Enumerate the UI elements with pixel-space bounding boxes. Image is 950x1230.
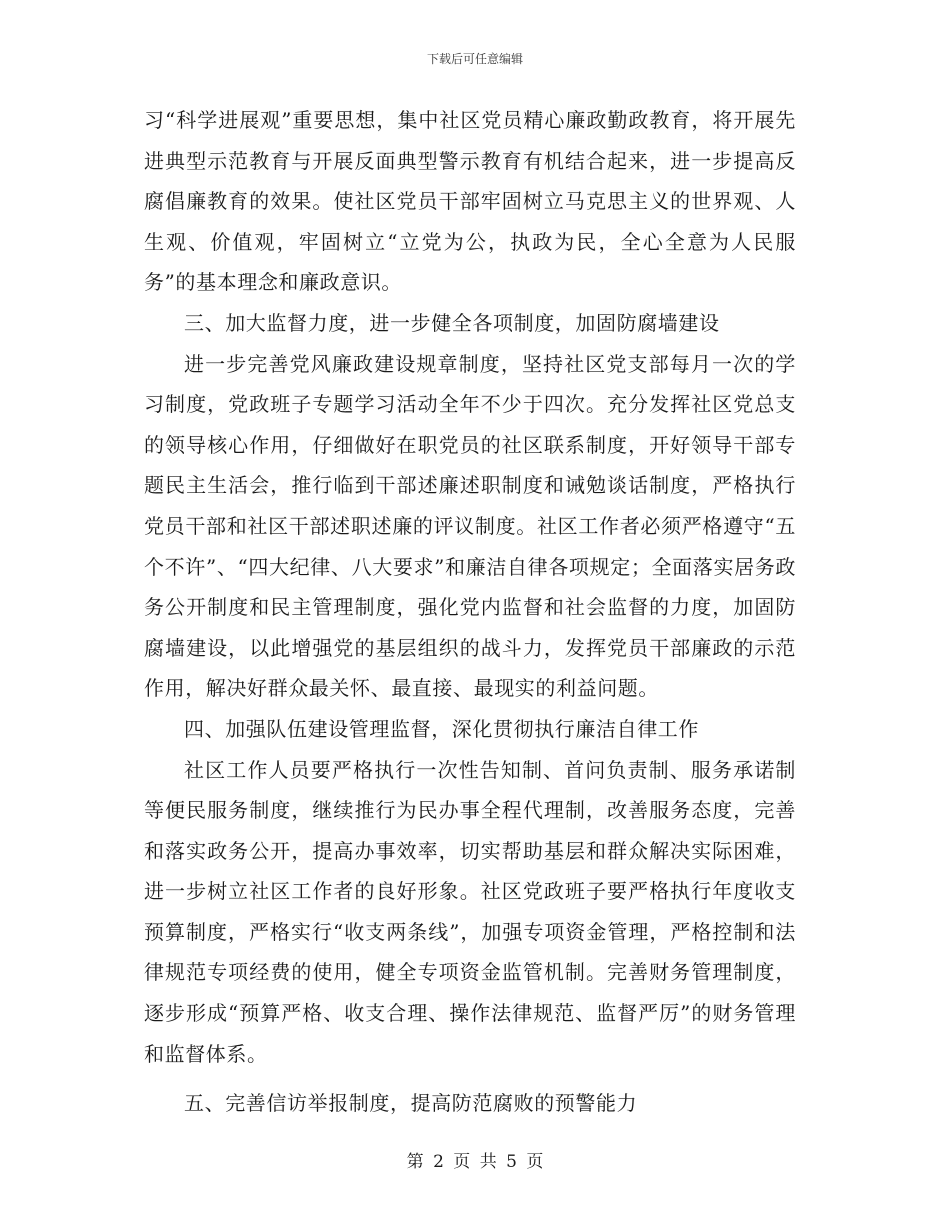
section-heading-3: 三、加大监督力度，进一步健全各项制度，加固防腐墙建设 — [184, 310, 720, 335]
section-heading-5: 五、完善信访举报制度，提高防范腐败的预警能力 — [184, 1091, 638, 1116]
section-heading-4: 四、加强队伍建设管理监督，深化贯彻执行廉洁自律工作 — [184, 716, 699, 741]
paragraph-section-4: 社区工作人员要严格执行一次性告知制、首问负责制、服务承诺制等便民服务制度，继续推行为民办事全程代理制，改善服务态度，完善和落实政务公开，提高办事效率，切实帮助基层和群众解决实际困难，进一步树立社区工作者的良好形象。社区党政班子要严格执行年度收支预算制度，严格实行“收支两条线”，加强专项资金管理，严格控制和法律规范专项经费的使用，健全专项资金监管机制。完善财务管理制度，逐步形成“预算严格、收支合理、操作法律规范、监督严厉”的财务管理和监督体系。 — [144, 757, 796, 1066]
paragraph-continuation: 习“科学进展观”重要思想，集中社区党员精心廉政勤政教育，将开展先进典型示范教育与开展反面典型警示教育有机结合起来，进一步提高反腐倡廉教育的效果。使社区党员干部牢固树立马克思主义的世界观、人生观、价值观，牢固树立“立党为公，执政为民，全心全意为人民服务”的基本理念和廉政意识。 — [144, 108, 796, 295]
document-body — [144, 100, 796, 1124]
page-number: 第 2 页 共 5 页 — [406, 1152, 544, 1172]
page-header: 下载后可任意编辑 — [426, 52, 523, 66]
paragraph-section-3: 进一步完善党风廉政建设规章制度，坚持社区党支部每月一次的学习制度，党政班子专题学习活动全年不少于四次。充分发挥社区党总支的领导核心作用，仔细做好在职党员的社区联系制度，开好领导干部专题民主生活会，推行临到干部述廉述职制度和诫勉谈话制度，严格执行党员干部和社区干部述职述廉的评议制度。社区工作者必须严格遵守“五个不许”、“四大纪律、八大要求”和廉洁自律各项规定；全面落实居务政务公开制度和民主管理制度，强化党内监督和社会监督的力度，加固防腐墙建设，以此增强党的基层组织的战斗力，发挥党员干部廉政的示范作用，解决好群众最关怀、最直接、最现实的利益问题。 — [144, 351, 796, 701]
